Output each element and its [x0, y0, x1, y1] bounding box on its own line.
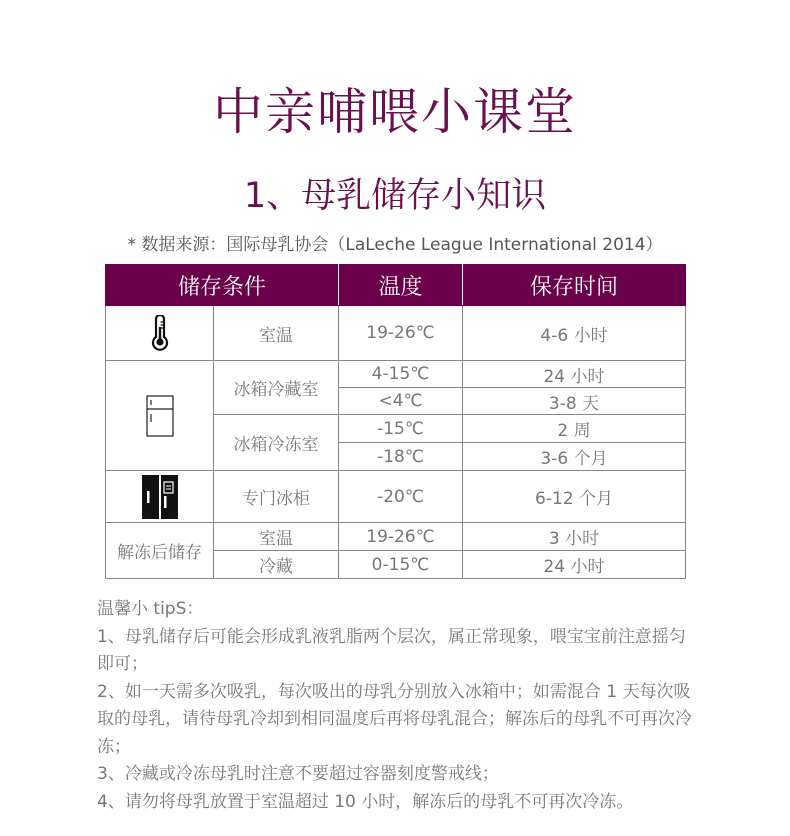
temperature-cell: 4-15℃	[339, 361, 463, 388]
table-row	[106, 361, 686, 388]
tips-heading: 温馨小 tipS：	[97, 599, 204, 619]
temperature-cell: 0-15℃	[339, 551, 463, 579]
section-title: 1、母乳储存小知识	[243, 176, 547, 216]
condition-cell: 冷藏	[214, 551, 339, 579]
condition-cell: 冰箱冷藏室	[214, 361, 339, 415]
table-row	[106, 471, 686, 523]
tip-item: 3、冷藏或冷冻母乳时注意不要超过容器刻度警戒线；	[97, 764, 499, 784]
tip-item: 1、母乳储存后可能会形成乳液乳脂两个层次，属正常现象，喂宝宝前注意摇匀即可；	[97, 626, 686, 674]
tips-section	[97, 596, 697, 816]
time-cell: 6-12 个月	[463, 471, 686, 523]
time-cell: 3-6 个月	[463, 443, 686, 471]
temperature-cell: <4℃	[339, 388, 463, 415]
table-row	[106, 306, 686, 361]
icon-cell	[106, 471, 214, 523]
condition-cell: 冰箱冷冻室	[214, 415, 339, 471]
header-condition: 储存条件	[106, 265, 339, 306]
tip-item: 2、如一天需多次吸乳，每次吸出的母乳分别放入冰箱中；如需混合 1 天每次吸取的母乳，请待母乳冷却到相同温度后再将母乳混合；解冻后的母乳不可再次冷冻；	[97, 681, 692, 757]
time-cell: 4-6 小时	[463, 306, 686, 361]
table-row	[106, 523, 686, 551]
thawed-storage-label: 解冻后储存	[106, 523, 214, 579]
freezer-icon	[142, 475, 178, 519]
temperature-cell: -15℃	[339, 415, 463, 443]
header-storage-time: 保存时间	[463, 265, 686, 306]
time-cell: 3 小时	[463, 523, 686, 551]
icon-cell	[106, 361, 214, 471]
thermometer-icon	[150, 315, 170, 351]
time-cell: 3-8 天	[463, 388, 686, 415]
refrigerator-icon	[146, 395, 174, 437]
header-temperature: 温度	[339, 265, 463, 306]
icon-cell	[106, 306, 214, 361]
temperature-cell: -20℃	[339, 471, 463, 523]
storage-table	[105, 264, 686, 579]
time-cell: 24 小时	[463, 551, 686, 579]
time-cell: 2 周	[463, 415, 686, 443]
time-cell: 24 小时	[463, 361, 686, 388]
temperature-cell: 19-26℃	[339, 523, 463, 551]
page-title: 中亲哺喂小课堂	[213, 83, 577, 141]
tip-item: 4、请勿将母乳放置于室温超过 10 小时，解冻后的母乳不可再次冷冻。	[97, 791, 634, 812]
temperature-cell: -18℃	[339, 443, 463, 471]
data-source-note: * 数据来源：国际母乳协会（LaLeche League International 2014）	[127, 235, 663, 255]
temperature-cell: 19-26℃	[339, 306, 463, 361]
condition-cell: 室温	[214, 523, 339, 551]
table-header-row	[106, 265, 686, 306]
condition-cell: 室温	[214, 306, 339, 361]
condition-cell: 专门冰柜	[214, 471, 339, 523]
